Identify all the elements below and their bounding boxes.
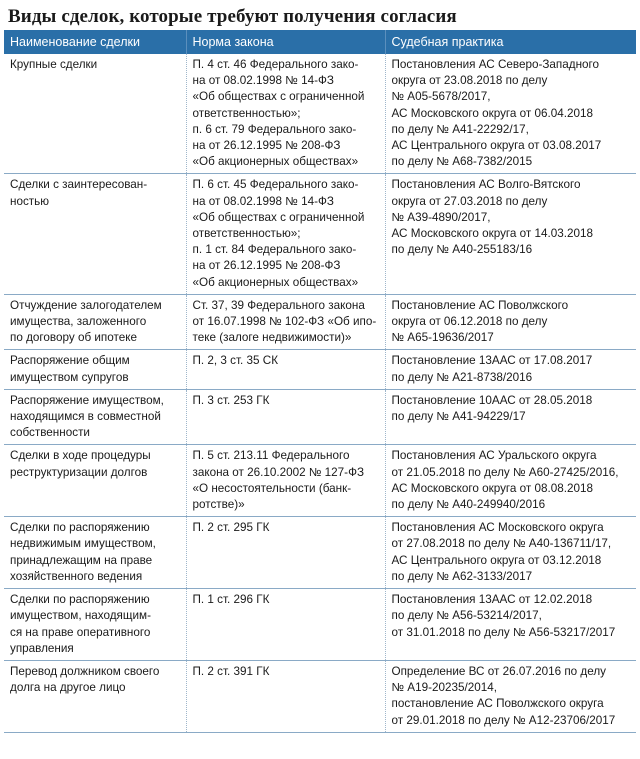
cell-text-line: П. 2 ст. 391 ГК [192, 664, 270, 678]
cell-text-line: по делу № А62-3133/2017 [391, 569, 533, 583]
cell-text-line: Сделки по распоряжению [10, 593, 150, 607]
court-practice-cell [385, 589, 636, 661]
cell-text-line: «Об обществах с ограниченной [192, 210, 365, 224]
cell-text-line: АС Московского округа от 14.03.2018 [391, 227, 594, 241]
cell-text-line: принадлежащим на праве [10, 553, 153, 567]
cell-text-line: Перевод должником своего [10, 664, 160, 678]
cell-text-line: «Об обществах с ограниченной [192, 90, 365, 104]
cell-text-line: имущества, заложенного [10, 315, 147, 329]
cell-text-line: по делу № А68-7382/2015 [391, 155, 533, 169]
cell-text-line: по делу № А21-8738/2016 [391, 370, 533, 384]
cell-text-line: Постановление 13ААС от 17.08.2017 [391, 354, 593, 368]
cell-text-line: от 21.05.2018 по делу № А60-27425/2016, [391, 465, 619, 479]
deal-name-cell [4, 589, 186, 661]
cell-text-line: № А19-20235/2014, [391, 681, 497, 695]
cell-text-line: «Об акционерных обществах» [192, 275, 359, 289]
cell-text-line: П. 4 ст. 46 Федерального зако- [192, 58, 359, 71]
header-deal-name: Наименование сделки [4, 30, 186, 54]
court-practice-cell [385, 517, 636, 589]
law-norm-cell [186, 174, 385, 294]
court-practice-cell [385, 54, 636, 174]
court-practice-cell [385, 660, 636, 732]
deal-name-cell [4, 54, 186, 174]
cell-text-line: на от 26.12.1995 № 208-ФЗ [192, 259, 341, 273]
law-norm-cell [186, 54, 385, 174]
cell-text-line: № А65-19636/2017 [391, 331, 494, 345]
court-practice-cell [385, 294, 636, 350]
cell-text-line: от 16.07.1998 № 102-ФЗ «Об ипо- [192, 315, 377, 329]
cell-text-line: по делу № А41-22292/17, [391, 122, 529, 136]
cell-text-line: Постановления АС Уральского округа [391, 449, 597, 463]
cell-text-line: ностью [10, 194, 50, 208]
table-row [4, 174, 636, 294]
header-law-norm: Норма закона [186, 30, 385, 54]
cell-text-line: Постановления АС Московского округа [391, 521, 604, 535]
cell-text-line: П. 3 ст. 253 ГК [192, 393, 270, 407]
cell-text-line: «Об акционерных обществах» [192, 155, 359, 169]
cell-text-line: ся на праве оперативного [10, 625, 151, 639]
cell-text-line: п. 1 ст. 84 Федерального зако- [192, 243, 357, 257]
cell-text-line: на от 26.12.1995 № 208-ФЗ [192, 139, 341, 153]
law-norm-cell [186, 445, 385, 517]
cell-text-line: Сделки по распоряжению [10, 521, 150, 535]
cell-text-line: № А39-4890/2017, [391, 210, 491, 224]
cell-text-line: Ст. 37, 39 Федерального закона [192, 298, 365, 312]
cell-text-line: ответственностью»; [192, 227, 301, 241]
cell-text-line: Сделки в ходе процедуры [10, 449, 151, 463]
table-row [4, 294, 636, 350]
cell-text-line: на от 08.02.1998 № 14-ФЗ [192, 194, 334, 208]
cell-text-line: «О несостоятельности (банк- [192, 481, 352, 495]
deal-name-cell [4, 174, 186, 294]
cell-text-line: округа от 27.03.2018 по делу [391, 194, 548, 208]
cell-text-line: П. 5 ст. 213.11 Федерального [192, 449, 350, 463]
cell-text-line: от 29.01.2018 по делу № А12-23706/2017 [391, 713, 616, 727]
cell-text-line: АС Центрального округа от 03.12.2018 [391, 553, 602, 567]
table-row [4, 389, 636, 445]
header-court-practice: Судебная практика [385, 30, 636, 54]
table-row [4, 350, 636, 389]
cell-text-line: округа от 23.08.2018 по делу [391, 74, 548, 88]
cell-text-line: имуществом супругов [10, 370, 129, 384]
cell-text-line: П. 1 ст. 296 ГК [192, 593, 270, 607]
cell-text-line: находящимся в совместной [10, 410, 161, 424]
cell-text-line: округа от 06.12.2018 по делу [391, 315, 548, 329]
cell-text-line: Распоряжение общим [10, 354, 130, 368]
cell-text-line: закона от 26.10.2002 № 127-ФЗ [192, 465, 365, 479]
table-row [4, 660, 636, 732]
law-norm-cell [186, 589, 385, 661]
cell-text-line: № А05-5678/2017, [391, 90, 491, 104]
cell-text-line: управления [10, 641, 74, 655]
table-header [4, 30, 636, 54]
table-row [4, 517, 636, 589]
cell-text-line: по делу № А40-255183/16 [391, 243, 533, 257]
table-row [4, 54, 636, 174]
cell-text-line: от 31.01.2018 по делу № А56-53217/2017 [391, 625, 616, 639]
deal-name-cell [4, 389, 186, 445]
cell-text-line: Крупные сделки [10, 58, 98, 71]
deal-name-cell [4, 294, 186, 350]
deals-table [4, 30, 636, 733]
cell-text-line: ротстве)» [192, 498, 245, 512]
cell-text-line: Определение ВС от 26.07.2016 по делу [391, 664, 606, 678]
cell-text-line: Постановление АС Поволжского [391, 298, 569, 312]
cell-text-line: по делу № А41-94229/17 [391, 410, 526, 424]
cell-text-line: Постановления 13ААС от 12.02.2018 [391, 593, 593, 607]
page-title: Виды сделок, которые требуют получения согласия [8, 6, 457, 27]
cell-text-line: долга на другое лицо [10, 681, 126, 695]
cell-text-line: по договору об ипотеке [10, 331, 137, 345]
table-body [4, 54, 636, 732]
court-practice-cell [385, 350, 636, 389]
cell-text-line: АС Московского округа от 08.08.2018 [391, 481, 594, 495]
table-row [4, 445, 636, 517]
deal-name-cell [4, 517, 186, 589]
cell-text-line: на от 08.02.1998 № 14-ФЗ [192, 74, 334, 88]
cell-text-line: Постановления АС Волго-Вятского [391, 178, 581, 192]
cell-text-line: постановление АС Поволжского округа [391, 697, 604, 711]
cell-text-line: недвижимым имуществом, [10, 537, 156, 551]
cell-text-line: по делу № А56-53214/2017, [391, 609, 542, 623]
cell-text-line: П. 2 ст. 295 ГК [192, 521, 270, 535]
cell-text-line: АС Центрального округа от 03.08.2017 [391, 139, 602, 153]
law-norm-cell [186, 517, 385, 589]
deal-name-cell [4, 350, 186, 389]
cell-text-line: Сделки с заинтересован- [10, 178, 148, 192]
law-norm-cell [186, 350, 385, 389]
cell-text-line: П. 2, 3 ст. 35 СК [192, 354, 279, 368]
cell-text-line: Отчуждение залогодателем [10, 298, 162, 312]
cell-text-line: Распоряжение имуществом, [10, 393, 164, 407]
cell-text-line: реструктуризации долгов [10, 465, 148, 479]
cell-text-line: АС Московского округа от 06.04.2018 [391, 106, 594, 120]
table-row [4, 589, 636, 661]
deal-name-cell [4, 445, 186, 517]
cell-text-line: Постановления АС Северо-Западного [391, 58, 600, 71]
cell-text-line: ответственностью»; [192, 106, 301, 120]
law-norm-cell [186, 294, 385, 350]
court-practice-cell [385, 174, 636, 294]
court-practice-cell [385, 389, 636, 445]
cell-text-line: Постановление 10ААС от 28.05.2018 [391, 393, 593, 407]
cell-text-line: П. 6 ст. 45 Федерального зако- [192, 178, 359, 192]
cell-text-line: от 27.08.2018 по делу № А40-136711/17, [391, 537, 612, 551]
cell-text-line: имуществом, находящим- [10, 609, 151, 623]
court-practice-cell [385, 445, 636, 517]
cell-text-line: п. 6 ст. 79 Федерального зако- [192, 122, 357, 136]
cell-text-line: теке (залоге недвижимости)» [192, 331, 352, 345]
law-norm-cell [186, 660, 385, 732]
law-norm-cell [186, 389, 385, 445]
cell-text-line: собственности [10, 426, 90, 440]
deal-name-cell [4, 660, 186, 732]
cell-text-line: хозяйственного ведения [10, 569, 143, 583]
cell-text-line: по делу № А40-249940/2016 [391, 498, 546, 512]
